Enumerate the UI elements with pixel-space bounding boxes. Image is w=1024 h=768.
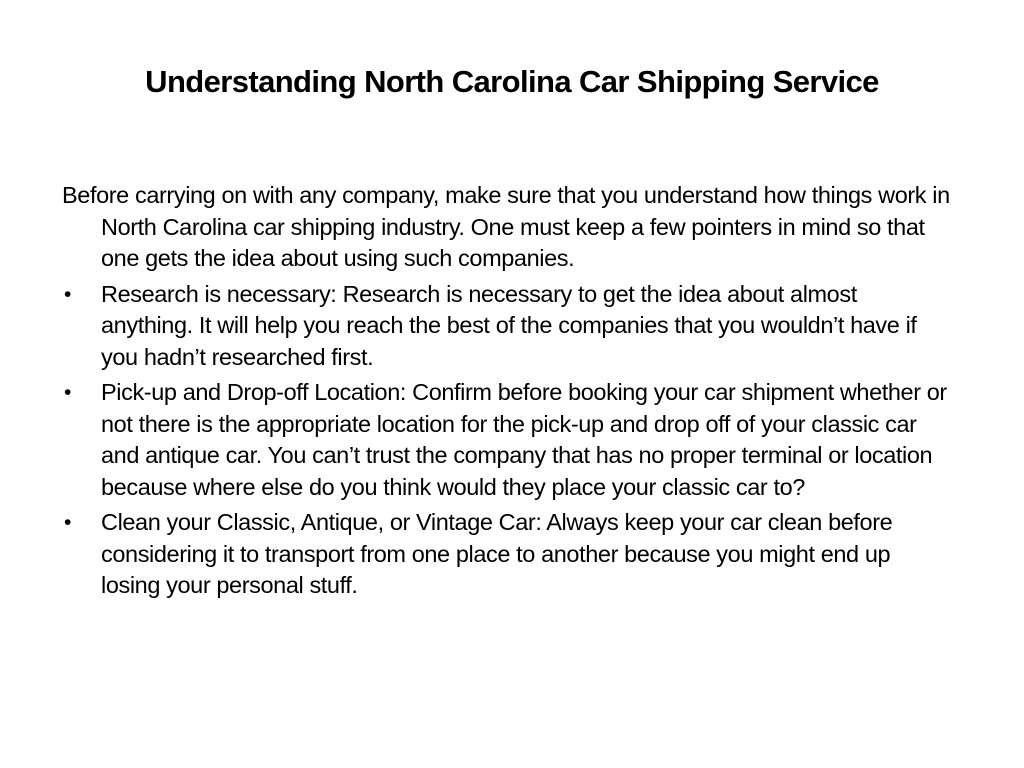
bullet-item-location [62,377,952,503]
bullet-list [62,279,952,602]
bullet-icon: • [64,381,71,404]
intro-paragraph: Before carrying on with any company, make sure that you understand how things work in North Carolina car shipping industry. One must keep a few pointers in mind so that one gets the idea about using such companies. [62,182,950,271]
bullet-text: Pick-up and Drop-off Location: Confirm before booking your car shipment whether or not there is the appropriate location for the pick-up and drop off of your classic car and antique car. You can’t trust the company that has no proper terminal or location because where else do you think would they place your classic car to? [101,379,947,500]
bullet-item-research [62,279,952,374]
slide-title: Understanding North Carolina Car Shipping Service [145,64,879,99]
bullet-item-clean [62,507,952,602]
bullet-text: Clean your Classic, Antique, or Vintage Car: Always keep your car clean before considering it to transport from one place to another because you might end up losing your personal stuff. [101,509,893,598]
bullet-icon: • [64,282,71,306]
slide-body [62,180,952,606]
bullet-icon: • [64,511,71,534]
bullet-text: Research is necessary: Research is necessary to get the idea about almost anything. It will help you reach the best of the companies that you wouldn’t have if you hadn’t researched first. [101,280,917,370]
